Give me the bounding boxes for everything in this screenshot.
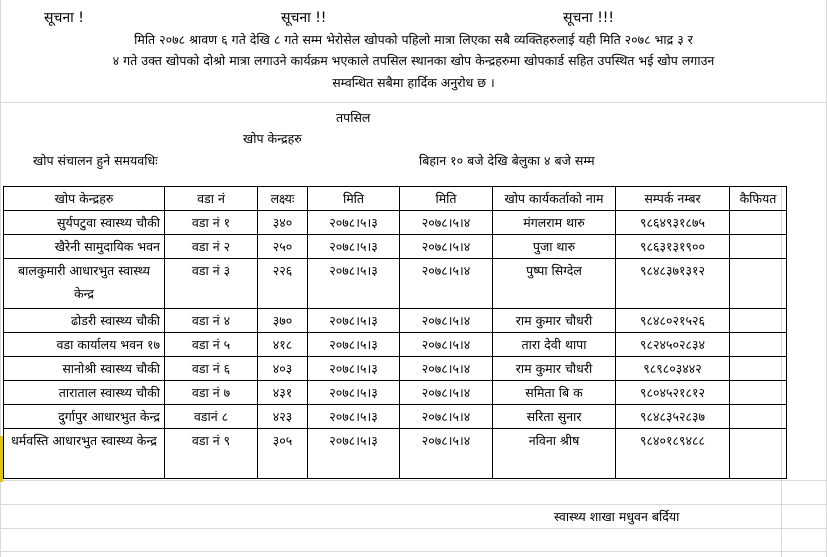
cell-date-2: २०७८।५।४ <box>400 333 493 357</box>
cell-worker: राम कुमार चौधरी <box>493 357 616 381</box>
cell-worker: सरिता सुनार <box>493 405 616 429</box>
table-row <box>4 235 787 259</box>
cell-ward: वडा नं २ <box>165 235 258 259</box>
cell-ward: वडा नं ३ <box>165 259 258 309</box>
cell-worker: पुजा थारु <box>493 235 616 259</box>
gridline <box>0 504 827 505</box>
table-row <box>4 381 787 405</box>
cell-ward: वडा नं ५ <box>165 333 258 357</box>
gridline <box>0 102 827 103</box>
cell-contact: ९८२४५०२८३४ <box>616 333 730 357</box>
cell-center: धर्मवस्ति आधारभुत स्वास्थ्य केन्द्र <box>4 429 165 479</box>
cell-worker: राम कुमार चौधरी <box>493 309 616 333</box>
cell-ward: वडा नं ६ <box>165 357 258 381</box>
col-header-contact: सम्पर्क नम्बर <box>616 187 730 211</box>
cell-date-2: २०७८।५।४ <box>400 309 493 333</box>
cell-date-1: २०७८।५।३ <box>308 429 400 479</box>
col-header-remarks: कैफियत <box>730 187 787 211</box>
cell-remarks <box>730 357 787 381</box>
centers-heading: खोप केन्द्रहरु <box>243 131 302 146</box>
cell-target: ३७० <box>258 309 308 333</box>
cell-contact: ९८०४५२१८१२ <box>616 381 730 405</box>
cell-remarks <box>730 235 787 259</box>
cell-date-2: २०७८।५।४ <box>400 357 493 381</box>
cell-contact: ९८६४९३१८७५ <box>616 211 730 235</box>
cell-worker: नविना श्रीष <box>493 429 616 479</box>
cell-remarks <box>730 333 787 357</box>
cell-contact: ९८६३१३१९०० <box>616 235 730 259</box>
cell-worker: तारा देवी थापा <box>493 333 616 357</box>
table-row <box>4 357 787 381</box>
cell-ward: वडा नं १ <box>165 211 258 235</box>
col-header-ward: वडा नं <box>165 187 258 211</box>
cell-contact: ९८४८०२१५२६ <box>616 309 730 333</box>
cell-date-2: २०७८।५।४ <box>400 235 493 259</box>
cell-center: दुर्गापुर आधारभुत केन्द्र <box>4 405 165 429</box>
cell-ward: वडा नं ७ <box>165 381 258 405</box>
cell-contact: ९८४८३७१३१२ <box>616 259 730 309</box>
cell-date-2: २०७८।५।४ <box>400 405 493 429</box>
notice-line-3: सम्वन्धित सबैमा हार्दिक अनुरोध छ । <box>332 75 495 90</box>
cell-center: ढोडरी स्वास्थ्य चौकी <box>4 309 165 333</box>
cell-date-1: २०७८।५।३ <box>308 333 400 357</box>
cell-center: वडा कार्यालय भवन १७ <box>4 333 165 357</box>
cell-ward: वडा नं ४ <box>165 309 258 333</box>
cell-contact: ९८४०१८९४८८ <box>616 429 730 479</box>
col-header-date-2: मिति <box>400 187 493 211</box>
notice-line-1: मिति २०७८ श्रावण ६ गते देखि ८ गते सम्म भेरोसेल खोपको पहिलो मात्रा लिएका सबै व्यक्तिहरुलाई यही मिति २०७८ भाद्र ३ र <box>134 32 693 47</box>
notice-heading-2: सूचना !! <box>281 10 327 26</box>
table-header-row <box>4 187 787 211</box>
schedule-value: बिहान १० बजे देखि बेलुका ४ बजे सम्म <box>419 153 595 168</box>
cell-remarks <box>730 405 787 429</box>
notice-heading-3: सूचना !!! <box>563 10 615 26</box>
details-heading: तपसिल <box>336 110 371 125</box>
cell-ward: वडा नं ९ <box>165 429 258 479</box>
table-row <box>4 259 787 309</box>
footer-signature: स्वास्थ्य शाखा मधुवन बर्दिया <box>554 509 680 524</box>
vaccination-table <box>3 186 787 479</box>
cell-remarks <box>730 309 787 333</box>
gridline <box>0 551 827 552</box>
cell-date-1: २०७८।५।३ <box>308 357 400 381</box>
cell-remarks <box>730 259 787 309</box>
cell-center: ताराताल स्वास्थ्य चौकी <box>4 381 165 405</box>
cell-center: सानोश्री स्वास्थ्य चौकी <box>4 357 165 381</box>
notice-heading-1: सूचना ! <box>44 10 84 26</box>
cell-date-1: २०७८।५।३ <box>308 405 400 429</box>
col-header-worker: खोप कार्यकर्ताको नाम <box>493 187 616 211</box>
table-row <box>4 405 787 429</box>
table-row <box>4 309 787 333</box>
cell-target: ३०५ <box>258 429 308 479</box>
col-header-center: खोप केन्द्रहरु <box>4 187 165 211</box>
gridline <box>0 528 827 529</box>
notice-line-2: ४ गते उक्त खोपको दोश्रो मात्रा लगाउने कार्यक्रम भएकाले तपसिल स्थानका खोप केन्द्रहरुमा खोपकार्ड सहित उपस्थित भई खोप लगाउन <box>112 53 715 68</box>
cell-target: २२६ <box>258 259 308 309</box>
cell-worker: पुष्पा सिग्देल <box>493 259 616 309</box>
cell-date-1: २०७८।५।३ <box>308 259 400 309</box>
table-row <box>4 429 787 479</box>
cell-target: ४३१ <box>258 381 308 405</box>
gridline <box>0 480 827 481</box>
cell-remarks <box>730 429 787 479</box>
table-row <box>4 333 787 357</box>
cell-center: बालकुमारी आधारभुत स्वास्थ्य केन्द्र <box>4 259 165 309</box>
cell-date-2: २०७८।५।४ <box>400 429 493 479</box>
cell-remarks <box>730 381 787 405</box>
cell-date-1: २०७८।५।३ <box>308 211 400 235</box>
col-header-date-1: मिति <box>308 187 400 211</box>
cell-center: सुर्यपटुवा स्वास्थ्य चौकी <box>4 211 165 235</box>
cell-date-1: २०७८।५।३ <box>308 235 400 259</box>
cell-worker: मंगलराम थारु <box>493 211 616 235</box>
cell-date-2: २०७८।५।४ <box>400 211 493 235</box>
cell-worker: समिता बि क <box>493 381 616 405</box>
cell-remarks <box>730 211 787 235</box>
table-row <box>4 211 787 235</box>
cell-target: ४०३ <box>258 357 308 381</box>
schedule-label: खोप संचालन हुने समयवधिः <box>33 153 158 168</box>
cell-contact: ९८४८३५२८३७ <box>616 405 730 429</box>
cell-date-1: २०७८।५।३ <box>308 381 400 405</box>
cell-date-2: २०७८।५।४ <box>400 381 493 405</box>
cell-target: २५० <box>258 235 308 259</box>
cell-target: ४१८ <box>258 333 308 357</box>
col-header-target: लक्ष्यः <box>258 187 308 211</box>
cell-target: ४२३ <box>258 405 308 429</box>
cell-date-1: २०७८।५।३ <box>308 309 400 333</box>
cell-target: ३४० <box>258 211 308 235</box>
cell-contact: ९८९८०३४४२ <box>616 357 730 381</box>
cell-date-2: २०७८।५।४ <box>400 259 493 309</box>
cell-ward: वडानं ८ <box>165 405 258 429</box>
cell-center: खैरेनी सामुदायिक भवन <box>4 235 165 259</box>
